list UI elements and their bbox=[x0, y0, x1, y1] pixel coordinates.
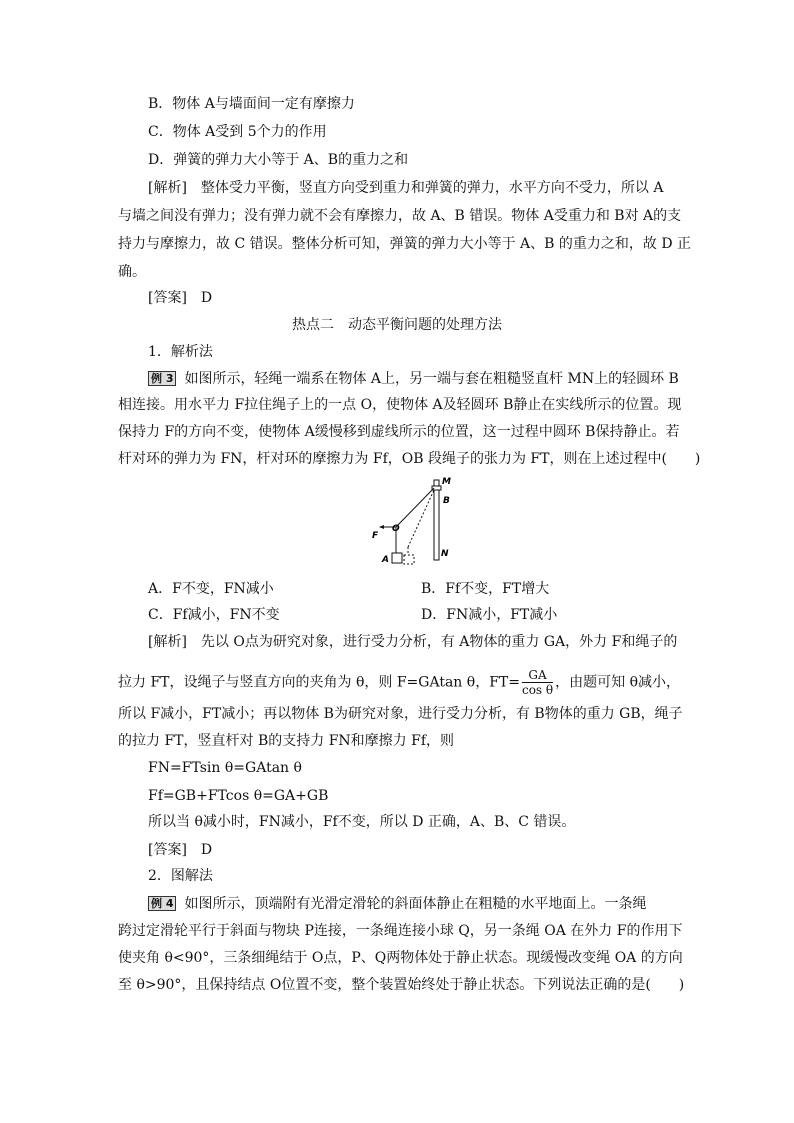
example3-badge: 例 3 bbox=[148, 371, 176, 386]
example4-line1 bbox=[148, 894, 646, 914]
section-title: 热点二 动态平衡问题的处理方法 bbox=[292, 317, 502, 333]
answer2: [答案] D bbox=[148, 842, 213, 858]
example3-text1: 如图所示，轻绳一端系在物体 A上，另一端与套在粗糙竖直杆 MN上的轻圆环 B bbox=[184, 371, 679, 387]
analysis1-line4: 确。 bbox=[118, 264, 146, 280]
label-a: A bbox=[382, 555, 389, 565]
analysis2-line5: 所以当 θ减小时，FN减小，Ff不变，所以 D 正确，A、B、C 错误。 bbox=[148, 814, 576, 830]
rope-dashed bbox=[408, 490, 434, 547]
example4-text1: 如图所示，顶端附有光滑定滑轮的斜面体静止在粗糙的水平地面上。一条绳 bbox=[184, 896, 647, 912]
option-d: D．弹簧的弹力大小等于 A、B的重力之和 bbox=[148, 152, 409, 168]
block-a bbox=[392, 553, 402, 563]
example4-line2: 跨过定滑轮平行于斜面与物块 P连接，一条绳连接小球 Q，另一条绳 OA 在外力 F的作用下 bbox=[118, 923, 683, 939]
example3-line4: 杆对环的弹力为 FN，杆对环的摩擦力为 Ff，OB 段绳子的张力为 FT，则在上述过程中( ) bbox=[118, 451, 701, 467]
equation-2: Ff=GB+FTcos θ=GA+GB bbox=[148, 788, 329, 804]
example3-line1 bbox=[148, 369, 679, 389]
option-c: C．物体 A受到 5个力的作用 bbox=[148, 124, 327, 140]
force-arrowhead bbox=[379, 525, 384, 529]
block-dashed bbox=[404, 555, 414, 564]
option-b: B．物体 A与墙面间一定有摩擦力 bbox=[148, 96, 355, 112]
analysis2-line2 bbox=[118, 668, 680, 697]
ex3-option-d: D．FN减小，FT减小 bbox=[421, 607, 558, 623]
fraction-numerator: GA bbox=[522, 668, 553, 683]
analysis2-line3: 所以 F减小，FT减小；再以物体 B为研究对象，进行受力分析，有 B物体的重力 GB，绳子 bbox=[118, 706, 683, 722]
ex3-option-c: C．Ff减小，FN不变 bbox=[148, 607, 280, 623]
analysis1-line1: [解析] 整体受力平衡，竖直方向受到重力和弹簧的弹力，水平方向不受力，所以 A bbox=[148, 180, 664, 196]
analysis2-line4: 的拉力 FT，竖直杆对 B的支持力 FN和摩擦力 Ff，则 bbox=[118, 733, 454, 749]
example3-line2: 相连接。用水平力 F拉住绳子上的一点 O，使物体 A及轻圆环 B静止在实线所示的位置。现 bbox=[118, 397, 682, 413]
analysis1-line2: 与墙之间没有弹力；没有弹力就不会有摩擦力，故 A、B 错误。物体 A受重力和 B对 A的支 bbox=[118, 208, 682, 224]
equation-1: FN=FTsin θ=GAtan θ bbox=[148, 760, 302, 776]
example4-line3: 使夹角 θ<90°，三条细绳结于 O点，P、Q两物体处于静止状态。现缓慢改变绳 OA 的方向 bbox=[118, 950, 683, 966]
label-m: M bbox=[442, 477, 451, 487]
analysis2-line1: [解析] 先以 O点为研究对象，进行受力分析，有 A物体的重力 GA，外力 F和绳子的 bbox=[148, 634, 678, 650]
ex3-option-b: B．Ff不变，FT增大 bbox=[421, 581, 550, 597]
ex3-option-a: A．F不变，FN减小 bbox=[148, 581, 274, 597]
label-n: N bbox=[441, 549, 449, 559]
fraction-denominator: cos θ bbox=[521, 683, 554, 697]
rod-mn bbox=[434, 480, 439, 560]
example3-line3: 保持力 F的方向不变，使物体 A缓慢移到虚线所示的位置，这一过程中圆环 B保持静止。若 bbox=[118, 424, 680, 440]
example4-badge: 例 4 bbox=[148, 896, 176, 911]
subsection-1: 1．解析法 bbox=[148, 344, 213, 360]
answer1: [答案] D bbox=[148, 290, 213, 306]
rope-ob bbox=[396, 488, 434, 527]
subsection-2: 2．图解法 bbox=[148, 868, 213, 884]
fraction bbox=[522, 668, 553, 697]
analysis1-line3: 持力与摩擦力，故 C 错误。整体分析可知，弹簧的弹力大小等于 A、B 的重力之和，故 D 正 bbox=[118, 236, 692, 252]
label-f: F bbox=[372, 531, 379, 541]
physics-figure bbox=[368, 474, 458, 574]
analysis2-line2a: 拉力 FT，设绳子与竖直方向的夹角为 θ，则 F=GAtan θ，FT= bbox=[118, 674, 520, 691]
example4-line4: 至 θ>90°，且保持结点 O位置不变，整个装置始终处于静止状态。下列说法正确的是( ) bbox=[118, 977, 685, 993]
label-b: B bbox=[443, 496, 450, 506]
analysis2-line2b: ，由题可知 θ减小， bbox=[555, 674, 681, 691]
label-o: O bbox=[392, 524, 400, 534]
